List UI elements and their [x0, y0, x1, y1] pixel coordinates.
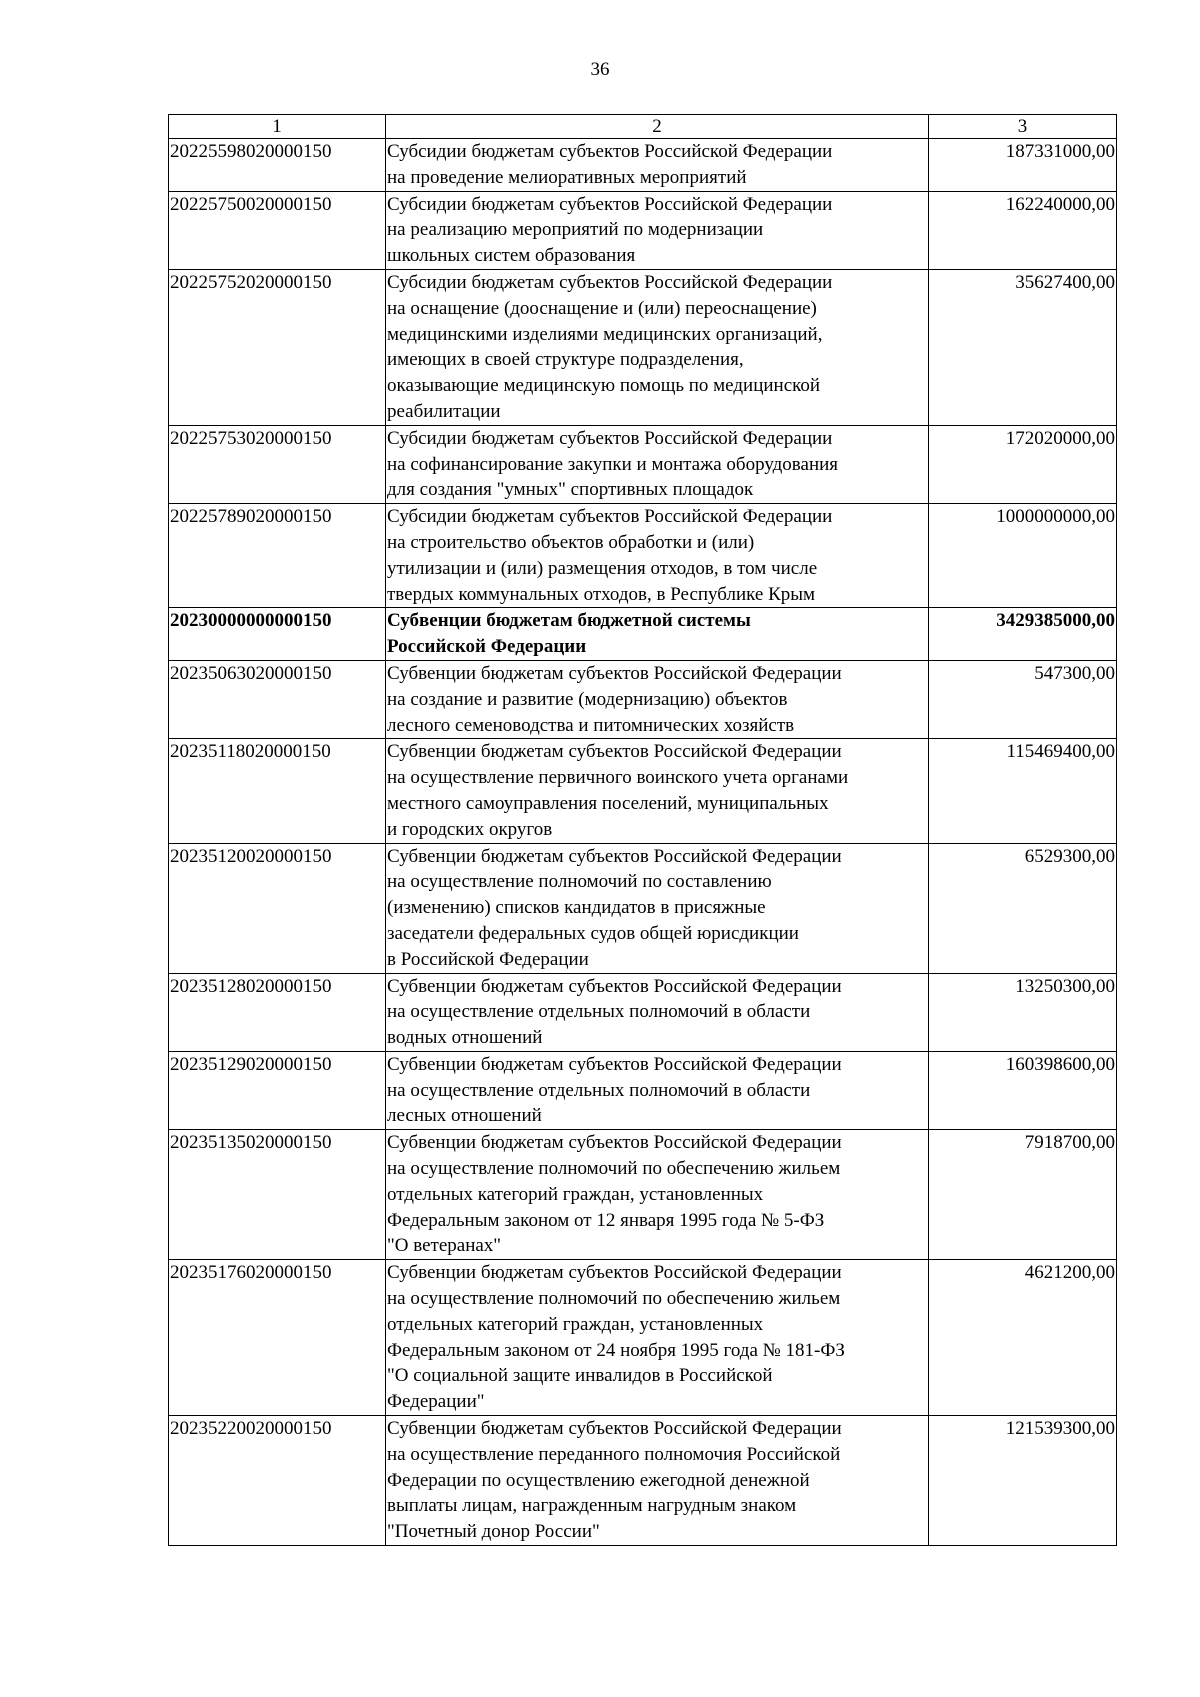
description-line: лесных отношений — [387, 1105, 542, 1127]
column-header-2: 2 — [386, 115, 929, 139]
table-row — [169, 139, 1117, 192]
budget-amount: 7918700,00 — [929, 1130, 1117, 1260]
table-row — [169, 1416, 1117, 1546]
description-line: Субсидии бюджетам субъектов Российской Федерации — [387, 193, 833, 215]
description-line: (изменению) списков кандидатов в присяжные — [387, 897, 766, 919]
description-line: оказывающие медицинскую помощь по медицинской — [387, 375, 821, 397]
description-line: Субвенции бюджетам субъектов Российской Федерации — [387, 1262, 842, 1284]
description-line: на осуществление отдельных полномочий в области — [387, 1079, 811, 1101]
budget-amount: 172020000,00 — [929, 425, 1117, 503]
budget-description — [386, 425, 929, 503]
description-line: заседатели федеральных судов общей юрисдикции — [387, 922, 799, 944]
budget-description — [386, 843, 929, 973]
description-line: на оснащение (дооснащение и (или) переоснащение) — [387, 297, 817, 319]
description-line: "О ветеранах" — [387, 1235, 502, 1257]
description-line: Субвенции бюджетам субъектов Российской Федерации — [387, 975, 842, 997]
table-body — [169, 139, 1117, 1546]
table-row — [169, 739, 1117, 843]
budget-description — [386, 739, 929, 843]
description-line: имеющих в своей структуре подразделения, — [387, 349, 744, 371]
budget-code: 20225598020000150 — [169, 139, 386, 192]
budget-amount: 6529300,00 — [929, 843, 1117, 973]
description-line: Субвенции бюджетам субъектов Российской Федерации — [387, 845, 842, 867]
description-line: отдельных категорий граждан, установленных — [387, 1183, 764, 1205]
description-line: Субвенции бюджетам субъектов Российской Федерации — [387, 1053, 842, 1075]
description-line: в Российской Федерации — [387, 948, 589, 970]
table-row — [169, 504, 1117, 608]
budget-description — [386, 191, 929, 269]
budget-amount: 3429385000,00 — [929, 608, 1117, 661]
budget-description — [386, 504, 929, 608]
description-line: Субвенции бюджетам субъектов Российской Федерации — [387, 741, 842, 763]
description-line: на осуществление полномочий по обеспечению жильем — [387, 1158, 841, 1180]
budget-amount: 4621200,00 — [929, 1260, 1117, 1416]
description-line: на осуществление полномочий по составлению — [387, 871, 772, 893]
budget-amount: 187331000,00 — [929, 139, 1117, 192]
description-line: Субвенции бюджетам бюджетной системы — [387, 610, 751, 632]
description-line: Субвенции бюджетам субъектов Российской Федерации — [387, 662, 842, 684]
table-row — [169, 608, 1117, 661]
description-line: Субсидии бюджетам субъектов Российской Федерации — [387, 427, 833, 449]
budget-code: 20225753020000150 — [169, 425, 386, 503]
description-line: Субсидии бюджетам субъектов Российской Федерации — [387, 271, 833, 293]
budget-code: 20235129020000150 — [169, 1051, 386, 1129]
budget-code: 20235128020000150 — [169, 973, 386, 1051]
description-line: Федеральным законом от 24 ноября 1995 года № 181-ФЗ — [387, 1339, 845, 1361]
description-line: на реализацию мероприятий по модернизации — [387, 219, 764, 241]
description-line: "О социальной защите инвалидов в Российской — [387, 1365, 773, 1387]
description-line: выплаты лицам, награжденным нагрудным знаком — [387, 1495, 797, 1517]
description-line: "Почетный донор России" — [387, 1521, 600, 1543]
budget-code: 20230000000000150 — [169, 608, 386, 661]
description-line: Федерации по осуществлению ежегодной денежной — [387, 1469, 810, 1491]
column-header-3: 3 — [929, 115, 1117, 139]
budget-code: 20235120020000150 — [169, 843, 386, 973]
table-row — [169, 1130, 1117, 1260]
budget-code: 20225752020000150 — [169, 269, 386, 425]
description-line: Субвенции бюджетам субъектов Российской Федерации — [387, 1418, 842, 1440]
budget-description — [386, 139, 929, 192]
description-line: реабилитации — [387, 400, 501, 422]
budget-amount: 121539300,00 — [929, 1416, 1117, 1546]
budget-code: 20235063020000150 — [169, 660, 386, 738]
description-line: медицинскими изделиями медицинских организаций, — [387, 323, 823, 345]
budget-amount: 13250300,00 — [929, 973, 1117, 1051]
budget-amount: 115469400,00 — [929, 739, 1117, 843]
description-line: утилизации и (или) размещения отходов, в том числе — [387, 557, 818, 579]
description-line: Субсидии бюджетам субъектов Российской Федерации — [387, 141, 833, 162]
table-row — [169, 973, 1117, 1051]
description-line: на осуществление отдельных полномочий в области — [387, 1001, 811, 1023]
budget-description — [386, 1416, 929, 1546]
budget-code: 20235135020000150 — [169, 1130, 386, 1260]
description-line: лесного семеноводства и питомнических хозяйств — [387, 714, 795, 736]
page-number: 36 — [590, 59, 610, 80]
description-line: школьных систем образования — [387, 245, 636, 267]
description-line: местного самоуправления поселений, муниципальных — [387, 792, 829, 814]
budget-amount: 547300,00 — [929, 660, 1117, 738]
table-row — [169, 843, 1117, 973]
table-row — [169, 425, 1117, 503]
budget-code: 20225750020000150 — [169, 191, 386, 269]
description-line: Российской Федерации — [387, 636, 587, 658]
budget-code: 20235118020000150 — [169, 739, 386, 843]
budget-table — [168, 114, 1117, 1546]
budget-description — [386, 1260, 929, 1416]
table-row — [169, 269, 1117, 425]
description-line: на проведение мелиоративных мероприятий — [387, 166, 747, 188]
budget-description — [386, 1051, 929, 1129]
description-line: Субвенции бюджетам субъектов Российской Федерации — [387, 1132, 842, 1154]
budget-description — [386, 269, 929, 425]
description-line: на осуществление первичного воинского учета органами — [387, 767, 849, 789]
table-row — [169, 1051, 1117, 1129]
description-line: на осуществление переданного полномочия Российской — [387, 1443, 841, 1465]
description-line: для создания "умных" спортивных площадок — [387, 479, 754, 501]
budget-code: 20235220020000150 — [169, 1416, 386, 1546]
description-line: отдельных категорий граждан, установленных — [387, 1313, 764, 1335]
description-line: и городских округов — [387, 818, 553, 840]
budget-code: 20225789020000150 — [169, 504, 386, 608]
budget-code: 20235176020000150 — [169, 1260, 386, 1416]
description-line: Федеральным законом от 12 января 1995 года № 5-ФЗ — [387, 1209, 825, 1231]
description-line: Федерации" — [387, 1391, 485, 1413]
table-row — [169, 1260, 1117, 1416]
budget-amount: 162240000,00 — [929, 191, 1117, 269]
table-row — [169, 191, 1117, 269]
table-header-row — [169, 115, 1117, 139]
column-header-1: 1 — [169, 115, 386, 139]
budget-amount: 160398600,00 — [929, 1051, 1117, 1129]
description-line: на осуществление полномочий по обеспечению жильем — [387, 1288, 841, 1310]
table-row — [169, 660, 1117, 738]
budget-description — [386, 1130, 929, 1260]
description-line: твердых коммунальных отходов, в Республике Крым — [387, 583, 816, 605]
description-line: на софинансирование закупки и монтажа оборудования — [387, 453, 839, 475]
description-line: на создание и развитие (модернизацию) объектов — [387, 688, 788, 710]
budget-description — [386, 973, 929, 1051]
description-line: Субсидии бюджетам субъектов Российской Федерации — [387, 506, 833, 528]
description-line: на строительство объектов обработки и (или) — [387, 531, 755, 553]
budget-description — [386, 608, 929, 661]
budget-description — [386, 660, 929, 738]
budget-amount: 35627400,00 — [929, 269, 1117, 425]
budget-amount: 1000000000,00 — [929, 504, 1117, 608]
description-line: водных отношений — [387, 1027, 543, 1049]
